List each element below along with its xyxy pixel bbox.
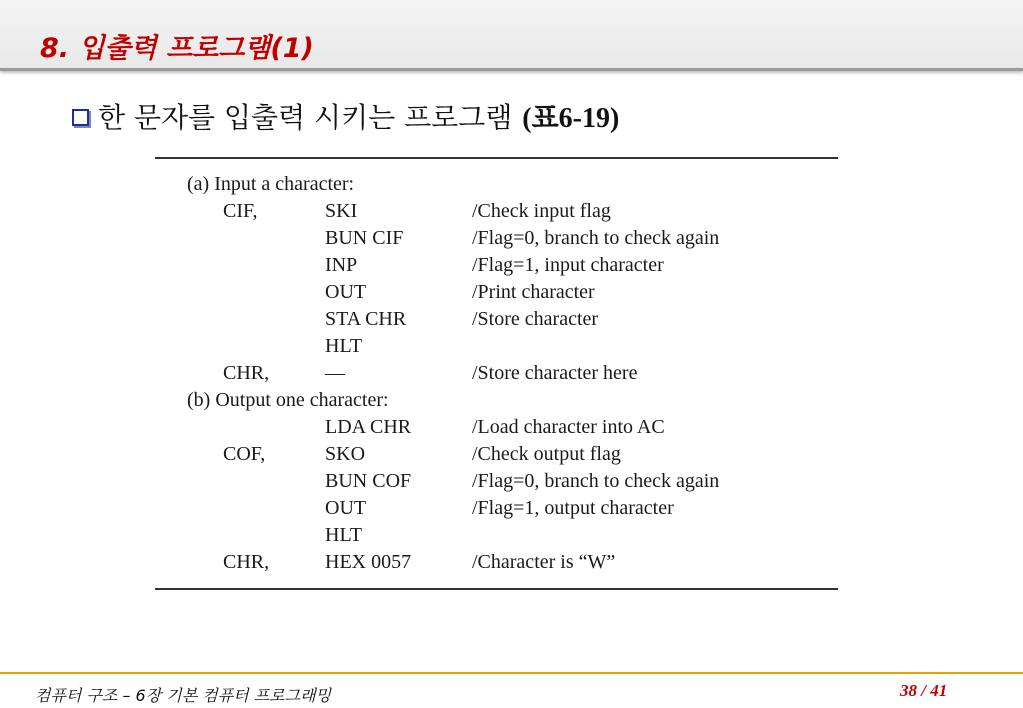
bullet-item: [72, 96, 619, 136]
row-label: COF,: [223, 443, 266, 465]
row-instruction: OUT: [325, 497, 367, 519]
row-comment: /Flag=1, output character: [472, 497, 674, 519]
section-heading-text: (a) Input a character:: [187, 173, 355, 195]
row-comment: /Flag=0, branch to check again: [472, 470, 720, 492]
row-comment: /Flag=1, input character: [472, 254, 664, 276]
row-instruction: LDA CHR: [325, 416, 412, 438]
table-row: [155, 470, 840, 497]
row-comment: /Character is “W”: [472, 551, 616, 573]
section-heading-b: [155, 389, 840, 416]
bullet-text: 한 문자를 입출력 시키는 프로그램: [98, 101, 513, 134]
table-top-rule: [155, 157, 838, 159]
table-row: [155, 443, 840, 470]
row-label: CIF,: [223, 200, 258, 222]
row-label: CHR,: [223, 362, 270, 384]
table-row: [155, 335, 840, 362]
section-heading-a: [155, 173, 840, 200]
table-row: [155, 227, 840, 254]
table-reference: (표6-19): [522, 103, 620, 134]
footer-divider: [0, 672, 1023, 674]
table-row: [155, 524, 840, 551]
program-table: [155, 157, 840, 593]
footer-course-title: 컴퓨터 구조 – 6장 기본 컴퓨터 프로그래밍: [35, 686, 331, 705]
row-comment: /Flag=0, branch to check again: [472, 227, 720, 249]
table-row: [155, 416, 840, 443]
row-instruction: HEX 0057: [325, 551, 412, 573]
row-instruction: HLT: [325, 524, 363, 546]
row-instruction: SKO: [325, 443, 366, 465]
table-row: [155, 254, 840, 281]
row-comment: /Store character: [472, 308, 599, 330]
table-row: [155, 362, 840, 389]
row-instruction: BUN CIF: [325, 227, 404, 249]
row-instruction: INP: [325, 254, 358, 276]
row-comment: /Load character into AC: [472, 416, 665, 438]
row-comment: /Print character: [472, 281, 595, 303]
slide-title: 8. 입출력 프로그램(1): [40, 33, 314, 64]
row-comment: /Check output flag: [472, 443, 621, 465]
page-number: 38 / 41: [900, 681, 948, 700]
section-heading-text: (b) Output one character:: [187, 389, 389, 411]
table-row: [155, 308, 840, 335]
table-row: [155, 281, 840, 308]
table-row: [155, 200, 840, 227]
row-comment: /Store character here: [472, 362, 638, 384]
row-instruction: OUT: [325, 281, 367, 303]
row-instruction: HLT: [325, 335, 363, 357]
row-comment: /Check input flag: [472, 200, 611, 222]
row-instruction: —: [325, 362, 345, 384]
row-instruction: STA CHR: [325, 308, 407, 330]
table-row: [155, 551, 840, 578]
table-bottom-rule: [155, 588, 838, 590]
row-instruction: SKI: [325, 200, 358, 222]
checkbox-bullet-icon: [72, 109, 89, 126]
table-row: [155, 497, 840, 524]
row-label: CHR,: [223, 551, 270, 573]
row-instruction: BUN COF: [325, 470, 412, 492]
